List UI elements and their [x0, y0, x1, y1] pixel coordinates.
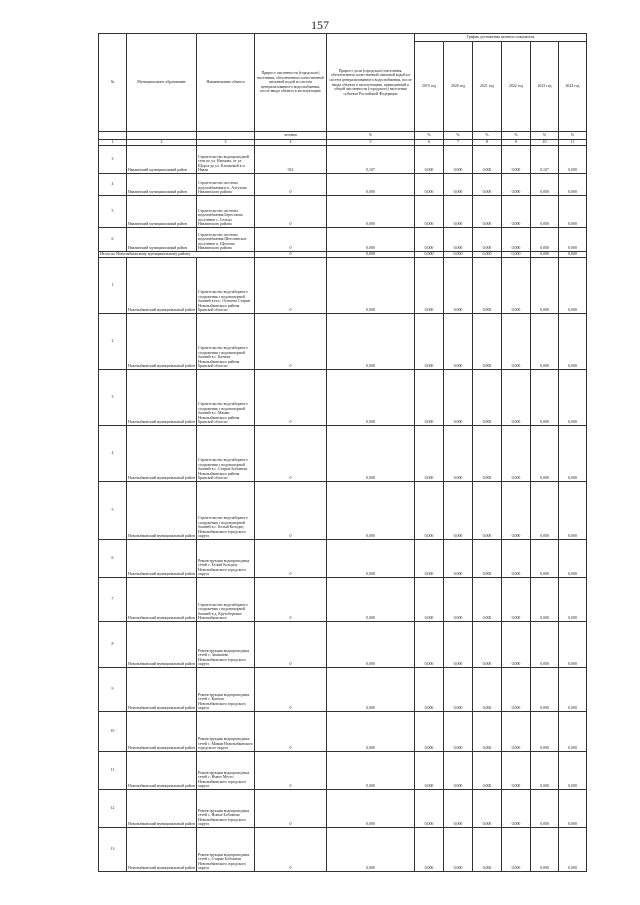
row-share: 0,000 [327, 174, 415, 196]
row-municipality: Новозыбковский муниципальный район [127, 752, 197, 790]
column-index: 9 [502, 140, 531, 146]
total-label: Итого по Новозыбковскому муниципальному району [99, 252, 255, 258]
row-number: 4 [99, 426, 127, 482]
row-year-value: 0,000 [502, 482, 531, 540]
row-municipality: Новозыбковский муниципальный район [127, 426, 197, 482]
row-year-value: 0,000 [473, 622, 502, 668]
total-year-value: 0,000 [531, 252, 559, 258]
row-population: 0 [255, 668, 327, 712]
table-row [99, 622, 587, 668]
column-index: 6 [415, 140, 444, 146]
row-object-name: Строительство водопроводной сети по ул. Наумова, от ул. Щорса до ул. Клочковой в п. Навля [197, 146, 255, 174]
row-municipality: Новозыбковский муниципальный район [127, 258, 197, 314]
row-year-value: 0,000 [444, 578, 473, 622]
table-row [99, 578, 587, 622]
row-year-value: 0,000 [502, 196, 531, 228]
row-share: 0,000 [327, 828, 415, 872]
row-year-value: 0,000 [415, 578, 444, 622]
row-number: 3 [99, 146, 127, 174]
row-year-value: 0,000 [531, 196, 559, 228]
row-year-value: 0,000 [473, 482, 502, 540]
page-number: 157 [311, 18, 329, 32]
row-year-value: 0,000 [444, 146, 473, 174]
row-number: 13 [99, 828, 127, 872]
table-body-novozybkov [99, 258, 587, 872]
row-object-name: Реконструкция водопроводных сетей с. Белый Колодец Новозыбковского городского округа [197, 540, 255, 578]
column-index: 4 [255, 140, 327, 146]
row-year-value: 0,000 [559, 228, 587, 252]
row-year-value: 0,000 [473, 712, 502, 752]
row-year-value: 0,000 [473, 146, 502, 174]
row-municipality: Новозыбковский муниципальный район [127, 370, 197, 426]
row-year-value: 0,000 [473, 578, 502, 622]
row-population: 0 [255, 196, 327, 228]
row-year-value: 0,000 [559, 752, 587, 790]
table-row [99, 258, 587, 314]
row-year-value: 0,000 [415, 540, 444, 578]
row-year-value: 0,000 [502, 712, 531, 752]
row-number: 8 [99, 622, 127, 668]
row-number: 5 [99, 482, 127, 540]
row-year-value: 0,000 [531, 790, 559, 828]
row-share: 0,000 [327, 712, 415, 752]
table-row [99, 196, 587, 228]
row-year-value: 0,000 [444, 790, 473, 828]
row-population: 0 [255, 712, 327, 752]
total-year-value: 0,000 [444, 252, 473, 258]
column-index: 2 [127, 140, 197, 146]
row-year-value: 0,000 [444, 258, 473, 314]
header-share: Прирост доли (городского) населения, обеспеченного качественной питьевой водой из систем централизованного водоснабжения, после ввода объекта в эксплуатацию, приведенный к общей численности (городского) населения субъекта Российской Федерации [327, 34, 415, 132]
table-row [99, 146, 587, 174]
row-object-name: Строительство водозаборного сооружения с водонапорной башней в д. Крутобережье Новозыбковского [197, 578, 255, 622]
row-year-value: 0,000 [415, 370, 444, 426]
row-population: 0 [255, 790, 327, 828]
row-year-value: 0,000 [473, 426, 502, 482]
row-municipality: Новозыбковский муниципальный район [127, 314, 197, 370]
row-year-value: 0,000 [559, 146, 587, 174]
row-year-value: 0,000 [415, 712, 444, 752]
row-year-value: 0,000 [473, 828, 502, 872]
row-year-value: 0,000 [559, 174, 587, 196]
row-year-value: 0,000 [502, 668, 531, 712]
row-share: 0,000 [327, 578, 415, 622]
row-municipality: Новозыбковский муниципальный район [127, 712, 197, 752]
row-year-value: 0,000 [473, 752, 502, 790]
row-year-value: 0,000 [531, 174, 559, 196]
row-population: 0 [255, 482, 327, 540]
row-object-name: Строительство системы водоснабжения Бересовско поселение с. Сельцо Навлинского района [197, 196, 255, 228]
row-year-value: 0,000 [444, 712, 473, 752]
row-year-value: 0,000 [473, 196, 502, 228]
row-year-value: 0,000 [415, 196, 444, 228]
row-year-value: 0,000 [531, 314, 559, 370]
units-cell [127, 132, 197, 140]
table-row [99, 482, 587, 540]
row-year-value: 0,000 [559, 370, 587, 426]
row-year-value: 0,000 [531, 668, 559, 712]
table-row [99, 370, 587, 426]
table-row [99, 540, 587, 578]
row-year-value: 0,000 [473, 540, 502, 578]
row-share: 0,000 [327, 752, 415, 790]
row-population: 0 [255, 174, 327, 196]
row-municipality: Навлинский муниципальный район [127, 228, 197, 252]
row-population: 0 [255, 314, 327, 370]
table-row [99, 828, 587, 872]
row-municipality: Новозыбковский муниципальный район [127, 668, 197, 712]
total-population: 0 [255, 252, 327, 258]
row-year-value: 0,000 [502, 258, 531, 314]
row-year-value: 0,000 [531, 578, 559, 622]
column-index: 10 [531, 140, 559, 146]
row-year-value: 0,000 [559, 668, 587, 712]
table-row [99, 174, 587, 196]
row-municipality: Навлинский муниципальный район [127, 146, 197, 174]
row-object-name: Строительство водозаборного сооружения с водонапорной башней в с. Катичи Новозыбковского района Брянской области [197, 314, 255, 370]
row-year-value: 0,000 [559, 540, 587, 578]
row-year-value: 0,000 [559, 578, 587, 622]
table-row [99, 752, 587, 790]
row-share: 0,000 [327, 196, 415, 228]
table-row [99, 426, 587, 482]
target-indicator-table [98, 33, 587, 872]
header-year: 2019 год [415, 42, 444, 132]
table-row [99, 712, 587, 752]
row-year-value: 0,000 [444, 622, 473, 668]
row-year-value: 0,000 [473, 174, 502, 196]
row-year-value: 0,000 [415, 482, 444, 540]
row-year-value: 0,000 [531, 622, 559, 668]
column-index: 3 [197, 140, 255, 146]
row-number: 11 [99, 752, 127, 790]
row-number: 2 [99, 314, 127, 370]
row-number: 4 [99, 174, 127, 196]
row-municipality: Навлинский муниципальный район [127, 196, 197, 228]
row-year-value: 0,000 [502, 622, 531, 668]
row-year-value: 0,000 [444, 540, 473, 578]
table-body-navlya [99, 146, 587, 252]
row-year-value: 0,000 [502, 426, 531, 482]
row-year-value: 0,000 [473, 258, 502, 314]
row-object-name: Реконструкция водопроводных сетей с. Мамаи Новозыбковского городского округа [197, 712, 255, 752]
column-index: 8 [473, 140, 502, 146]
row-number: 3 [99, 370, 127, 426]
row-year-value: 0,000 [502, 752, 531, 790]
total-year-value: 0,000 [415, 252, 444, 258]
row-population: 0 [255, 828, 327, 872]
row-population: 0 [255, 752, 327, 790]
row-object-name: Строительство системы водоснабжения в п. Алтухово Навлинского района [197, 174, 255, 196]
column-index: 11 [559, 140, 587, 146]
row-year-value: 0,000 [502, 174, 531, 196]
header-year: 2022 год [502, 42, 531, 132]
units-cell: % [327, 132, 415, 140]
row-year-value: 0,000 [415, 668, 444, 712]
row-number: 1 [99, 258, 127, 314]
row-object-name: Реконструкция водопроводных сетей с. Старые Бобовичи Новозыбковского городского округа [197, 828, 255, 872]
units-cell: % [502, 132, 531, 140]
row-municipality: Новозыбковский муниципальный район [127, 540, 197, 578]
row-year-value: 0,000 [559, 314, 587, 370]
row-year-value: 0,000 [444, 482, 473, 540]
row-object-name: Реконструкция водопроводных сетей с. Новое Место Новозыбковского городского округа [197, 752, 255, 790]
row-municipality: Новозыбковский муниципальный район [127, 622, 197, 668]
row-year-value: 0,000 [531, 258, 559, 314]
row-year-value: 0,000 [502, 578, 531, 622]
header-year: 2023 год [531, 42, 559, 132]
document-table-wrapper [98, 33, 586, 872]
row-year-value: 0,000 [415, 228, 444, 252]
row-municipality: Новозыбковский муниципальный район [127, 790, 197, 828]
row-object-name: Реконструкция водопроводных сетей с. Катичи Новозыбковского городского округа [197, 668, 255, 712]
row-population: 0 [255, 578, 327, 622]
row-year-value: 0,000 [444, 314, 473, 370]
row-year-value: 0,000 [444, 668, 473, 712]
row-year-value: 0,000 [531, 828, 559, 872]
row-share: 0,000 [327, 228, 415, 252]
units-cell: человек [255, 132, 327, 140]
total-year-value: 0,000 [473, 252, 502, 258]
row-share: 0,000 [327, 622, 415, 668]
row-object-name: Строительство водозаборного сооружения с водонапорной башней в с. Белый Колодец Новозыбковского городского округа [197, 482, 255, 540]
total-year-value: 0,000 [502, 252, 531, 258]
row-share: 0,000 [327, 426, 415, 482]
column-index: 7 [444, 140, 473, 146]
row-year-value: 0,000 [559, 426, 587, 482]
row-year-value: 0,000 [559, 712, 587, 752]
row-year-value: 0,000 [473, 228, 502, 252]
row-year-value: 0,000 [415, 314, 444, 370]
row-year-value: 0,000 [531, 482, 559, 540]
row-year-value: 0,000 [559, 258, 587, 314]
row-year-value: 0,000 [444, 228, 473, 252]
row-year-value: 0,000 [502, 228, 531, 252]
row-year-value: 0,000 [502, 370, 531, 426]
header-year: 2024 год [559, 42, 587, 132]
row-year-value: 0,000 [559, 622, 587, 668]
units-cell: % [531, 132, 559, 140]
row-year-value: 0,000 [502, 540, 531, 578]
row-object-name: Строительство системы водоснабжения Шеготинское поселение п. Щеглово Навлинского района [197, 228, 255, 252]
row-year-value: 0,000 [444, 370, 473, 426]
row-population: 0 [255, 426, 327, 482]
header-year: 2021 год [473, 42, 502, 132]
header-population: Прирост численности (городского) населения, обеспеченного качественной питьевой водой из систем централизованного водоснабжения, после ввода объекта в эксплуатацию [255, 34, 327, 132]
header-municipality: Муниципальное образование [127, 34, 197, 132]
row-year-value: 0,000 [473, 668, 502, 712]
table-row [99, 668, 587, 712]
row-year-value: 0,000 [444, 828, 473, 872]
column-index: 1 [99, 140, 127, 146]
row-year-value: 0,000 [415, 828, 444, 872]
row-number: 9 [99, 668, 127, 712]
units-cell: % [444, 132, 473, 140]
row-number: 10 [99, 712, 127, 752]
row-year-value: 0,000 [531, 370, 559, 426]
row-year-value: 0,000 [415, 146, 444, 174]
row-number: 5 [99, 196, 127, 228]
row-year-value: 0,000 [415, 258, 444, 314]
row-share: 0,000 [327, 370, 415, 426]
header-object: Наименование объекта [197, 34, 255, 132]
row-municipality: Новозыбковский муниципальный район [127, 482, 197, 540]
row-year-value: 0,000 [531, 426, 559, 482]
row-year-value: 0,000 [531, 712, 559, 752]
row-year-value: 0,107 [531, 146, 559, 174]
row-municipality: Новозыбковский муниципальный район [127, 828, 197, 872]
total-year-value: 0,000 [559, 252, 587, 258]
row-year-value: 0,000 [559, 828, 587, 872]
row-population: 0 [255, 228, 327, 252]
row-share: 0,000 [327, 482, 415, 540]
row-year-value: 0,000 [415, 790, 444, 828]
row-object-name: Строительство водозаборного сооружения с водонапорной башней в пос. Остшена Старые Новозыбковского района Брянской области [197, 258, 255, 314]
row-year-value: 0,000 [502, 314, 531, 370]
table-row [99, 790, 587, 828]
row-municipality: Навлинский муниципальный район [127, 174, 197, 196]
row-year-value: 0,000 [473, 314, 502, 370]
row-population: 0 [255, 370, 327, 426]
row-year-value: 0,000 [444, 174, 473, 196]
row-year-value: 0,000 [444, 426, 473, 482]
row-year-value: 0,000 [415, 174, 444, 196]
row-population: 0 [255, 258, 327, 314]
row-share: 0,000 [327, 314, 415, 370]
row-year-value: 0,000 [502, 790, 531, 828]
row-year-value: 0,000 [531, 228, 559, 252]
row-year-value: 0,000 [531, 540, 559, 578]
row-year-value: 0,000 [415, 426, 444, 482]
row-year-value: 0,000 [559, 790, 587, 828]
row-share: 0,000 [327, 540, 415, 578]
row-municipality: Новозыбковский муниципальный район [127, 578, 197, 622]
table-row [99, 314, 587, 370]
row-year-value: 0,000 [444, 752, 473, 790]
row-number: 6 [99, 228, 127, 252]
row-year-value: 0,000 [473, 370, 502, 426]
units-cell [99, 132, 127, 140]
row-year-value: 0,000 [415, 622, 444, 668]
row-year-value: 0,000 [531, 752, 559, 790]
table-row [99, 228, 587, 252]
row-year-value: 0,000 [444, 196, 473, 228]
row-share: 0,000 [327, 668, 415, 712]
row-year-value: 0,000 [559, 482, 587, 540]
row-year-value: 0,000 [502, 828, 531, 872]
row-population: 923 [255, 146, 327, 174]
row-population: 0 [255, 622, 327, 668]
row-object-name: Реконструкция водопроводных сетей с. Новые Бобовичи Новозыбковского городского округа [197, 790, 255, 828]
row-object-name: Реконструкция водопроводных сетей с. Замишево Новозыбковского городского округа [197, 622, 255, 668]
units-cell [197, 132, 255, 140]
header-schedule-group: График достижения целевого показателя [415, 34, 587, 42]
total-share: 0,000 [327, 252, 415, 258]
row-share: 0,000 [327, 258, 415, 314]
row-share: 0,107 [327, 146, 415, 174]
row-object-name: Строительство водозаборного сооружения с водонапорной башней в с. Мамаи Новозыбковского района Брянской области [197, 370, 255, 426]
units-cell: % [473, 132, 502, 140]
units-cell: % [559, 132, 587, 140]
row-year-value: 0,000 [502, 146, 531, 174]
row-number: 7 [99, 578, 127, 622]
row-object-name: Строительство водозаборного сооружения с водонапорной башней в с. Старые Бобовичи Новозыбковского района Брянской области [197, 426, 255, 482]
row-year-value: 0,000 [415, 752, 444, 790]
column-index: 5 [327, 140, 415, 146]
header-num: № [99, 34, 127, 132]
row-share: 0,000 [327, 790, 415, 828]
row-population: 0 [255, 540, 327, 578]
row-number: 12 [99, 790, 127, 828]
row-year-value: 0,000 [559, 196, 587, 228]
row-year-value: 0,000 [473, 790, 502, 828]
header-year: 2020 год [444, 42, 473, 132]
units-cell: % [415, 132, 444, 140]
row-number: 6 [99, 540, 127, 578]
